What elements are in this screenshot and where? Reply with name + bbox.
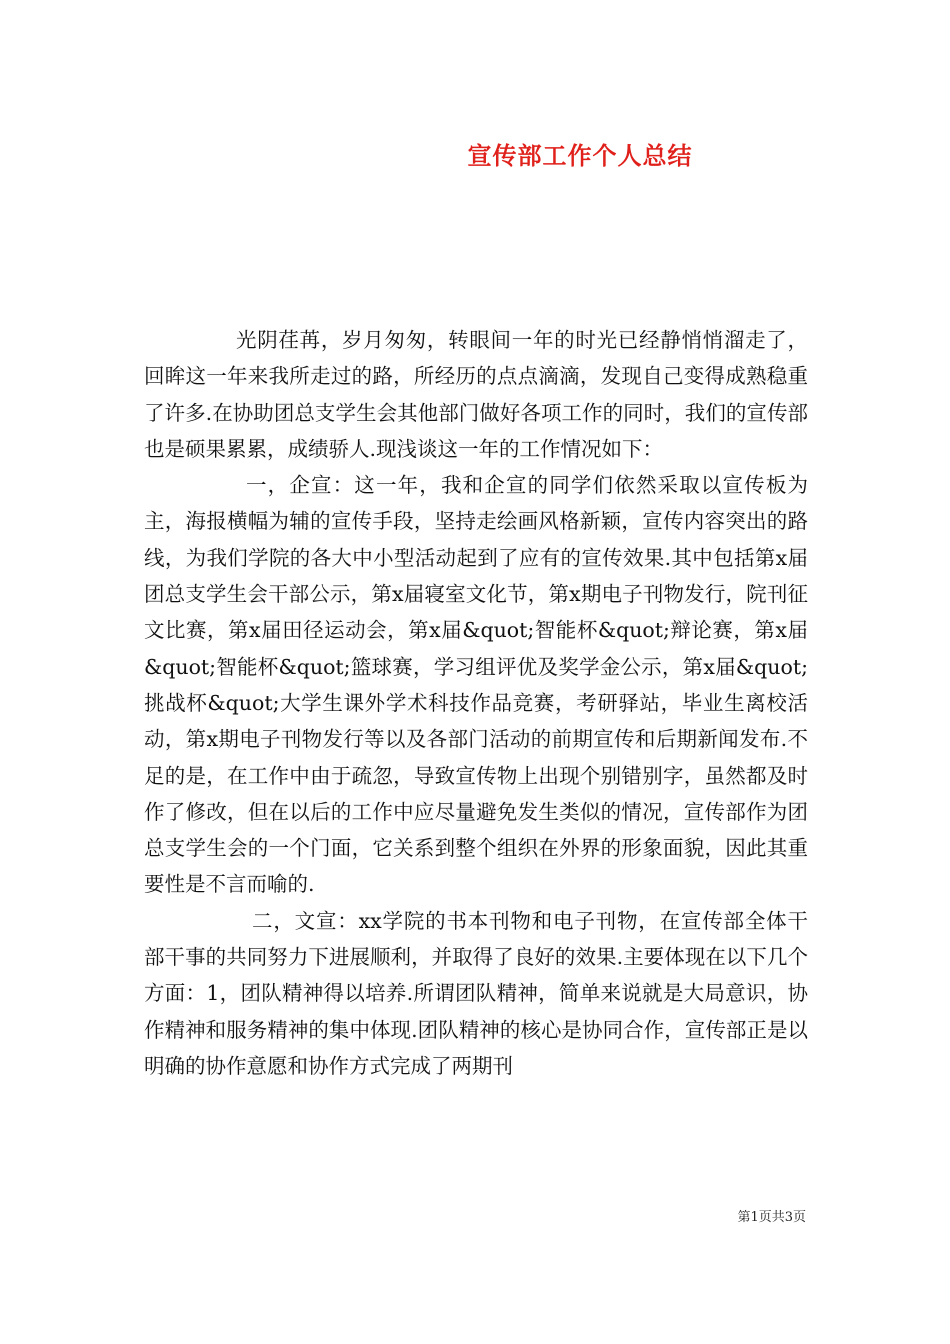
paragraph-section-two: 二，文宣：xx学院的书本刊物和电子刊物，在宣传部全体干部干事的共同努力下进展顺利，并取得了良好的效果.主要体现在以下几个方面：1，团队精神得以培养.所谓团队精神，简单来说就是大局意识，协作精神和服务精神的集中体现.团队精神的核心是协同合作，宣传部正是以明确的协作意愿和协作方式完成了两期刊 xyxy=(144,908,808,1078)
paragraph-section-one: 一，企宣：这一年，我和企宣的同学们依然采取以宣传板为主，海报横幅为辅的宣传手段，坚持走绘画风格新颖，宣传内容突出的路线，为我们学院的各大中小型活动起到了应有的宣传效果.其中包括第x届团总支学生会干部公示，第x届寝室文化节，第x期电子刊物发行，院刊征文比赛，第x届田径运动会，第x届&quot;智能杯&quot;辩论赛，第x届&quot;智能杯&quot;篮球赛，学习组评优及奖学金公示，第x届&quot;挑战杯&quot;大学生课外学术科技作品竞赛，考研驿站，毕业生离校活动，第x期电子刊物发行等以及各部门活动的前期宣传和后期新闻发布.不足的是，在工作中由于疏忽，导致宣传物上出现个别错别字，虽然都及时作了修改，但在以后的工作中应尽量避免发生类似的情况，宣传部作为团总支学生会的一个门面，它关系到整个组织在外界的形象面貌，因此其重要性是不言而喻的. xyxy=(144,473,808,897)
document-body xyxy=(144,322,808,1084)
page-number-footer: 第1页共3页 xyxy=(737,1210,806,1225)
paragraph-intro: 光阴荏苒，岁月匆匆，转眼间一年的时光已经静悄悄溜走了，回眸这一年来我所走过的路，所经历的点点滴滴，发现自己变得成熟稳重了许多.在协助团总支学生会其他部门做好各项工作的同时，我们的宣传部也是硕果累累，成绩骄人.现浅谈这一年的工作情况如下： xyxy=(144,328,808,461)
document-title: 宣传部工作个人总结 xyxy=(467,141,693,170)
